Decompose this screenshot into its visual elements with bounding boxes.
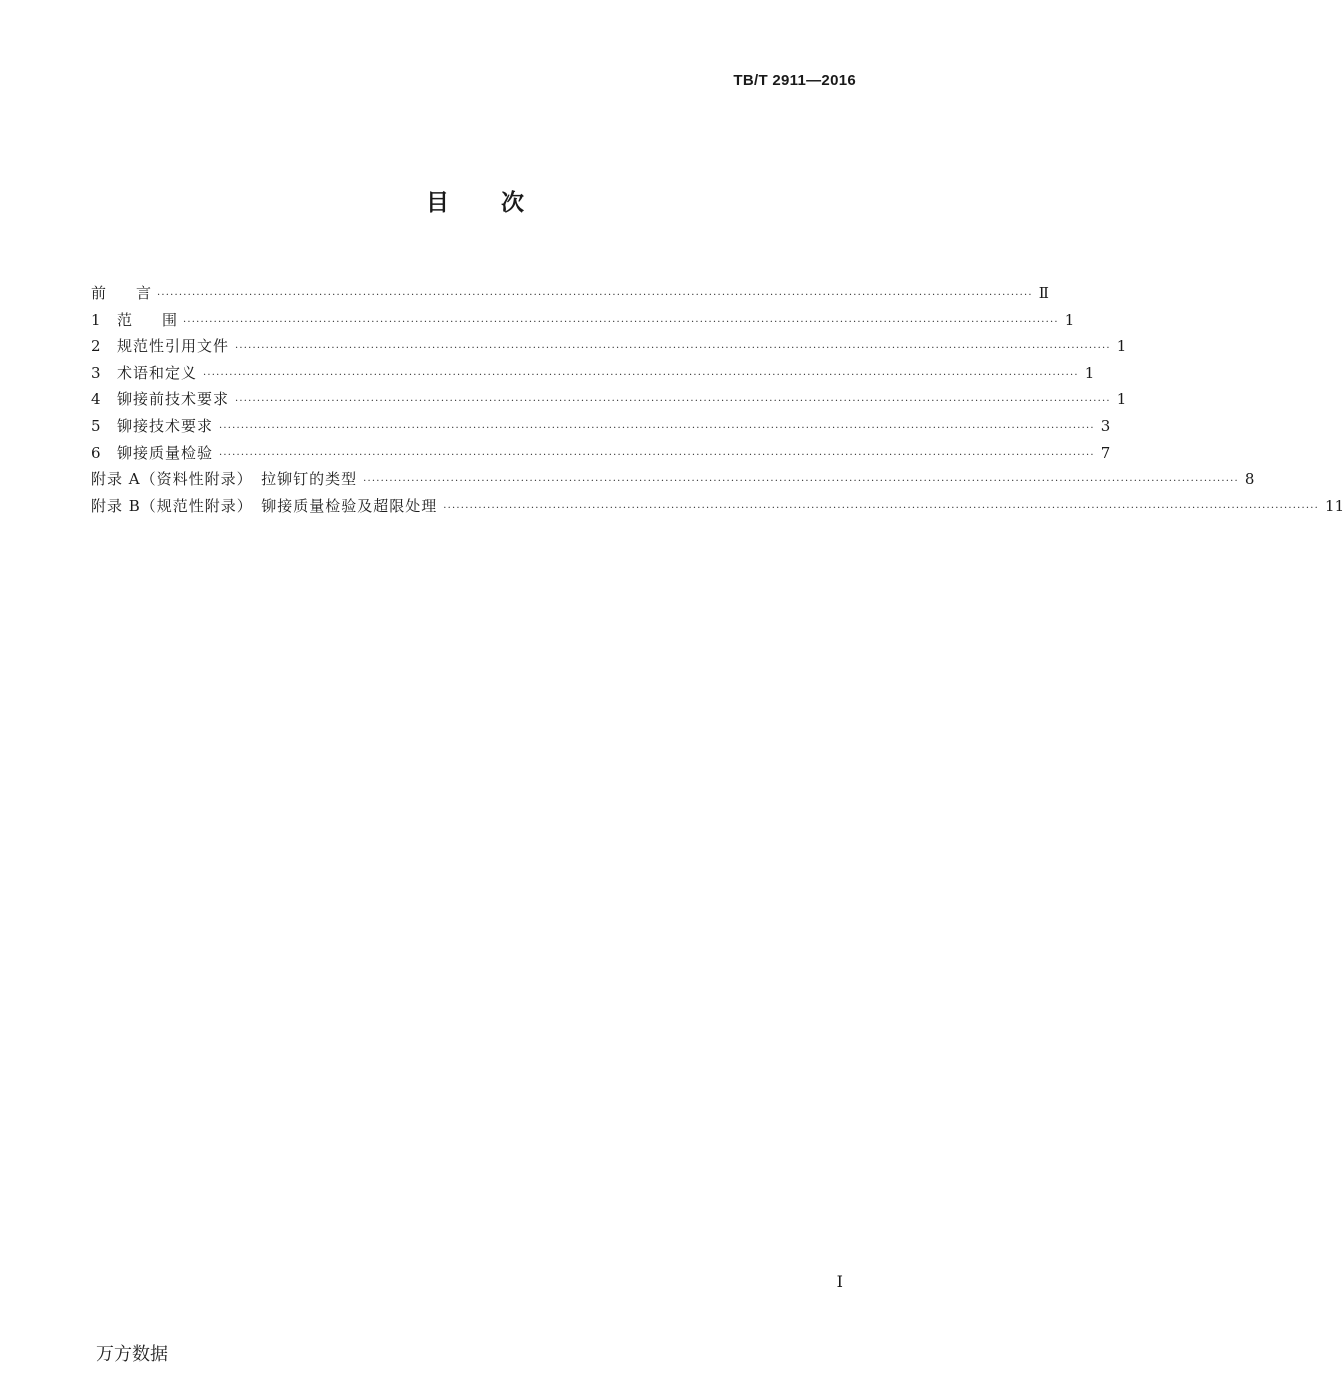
toc-entry-number: 6 — [91, 443, 101, 462]
toc-entry-label: 规范性引用文件 — [117, 337, 230, 356]
toc-entry-terms-definitions[interactable] — [91, 360, 1095, 387]
toc-entry-quality-inspection[interactable] — [91, 440, 1111, 467]
toc-entry-page: Ⅱ — [1038, 284, 1049, 302]
toc-list — [91, 280, 1344, 519]
toc-entry-label: 术语和定义 — [117, 363, 198, 382]
toc-entry-page: 1 — [1116, 390, 1127, 409]
toc-entry-page: 1 — [1064, 310, 1075, 329]
toc-entry-scope[interactable] — [91, 307, 1075, 334]
toc-entry-page: 11 — [1325, 496, 1344, 515]
toc-entry-normative-references[interactable] — [91, 333, 1127, 360]
toc-entry-annex-a[interactable] — [91, 466, 1255, 493]
toc-entry-label: 附录 A（资料性附录） 拉铆钉的类型 — [91, 470, 358, 489]
toc-title-char-1: 目 — [426, 190, 449, 216]
toc-entry-page: 1 — [1116, 337, 1127, 356]
toc-entry-label: 铆接技术要求 — [117, 416, 214, 435]
toc-entry-page: 1 — [1084, 363, 1095, 382]
toc-leader-dots: ········································································································································································································ — [183, 316, 1059, 328]
toc-leader-dots: ········································································································································································································ — [219, 449, 1095, 461]
toc-entry-label: 铆接质量检验 — [117, 443, 214, 462]
toc-leader-dots: ········································································································································································································ — [157, 290, 1033, 301]
standard-number: TB/T 2911—2016 — [733, 72, 856, 89]
toc-leader-dots: ········································································································································································································ — [235, 396, 1111, 408]
toc-entry-preface[interactable] — [91, 280, 1049, 307]
toc-entry-page: 3 — [1100, 416, 1111, 435]
toc-entry-annex-b[interactable] — [91, 493, 1344, 520]
toc-leader-dots: ········································································································································································································ — [235, 343, 1111, 355]
toc-title — [0, 184, 950, 217]
toc-entry-page: 7 — [1100, 443, 1111, 462]
toc-entry-number: 4 — [91, 390, 101, 409]
toc-entry-label: 铆接前技术要求 — [117, 390, 230, 409]
toc-leader-dots: ········································································································································································································ — [443, 502, 1320, 514]
toc-entry-pre-riveting-requirements[interactable] — [91, 386, 1127, 413]
toc-entry-number: 1 — [91, 310, 101, 329]
toc-leader-dots: ········································································································································································································ — [203, 369, 1079, 381]
toc-entry-number: 3 — [91, 363, 101, 382]
toc-entry-riveting-requirements[interactable] — [91, 413, 1111, 440]
toc-entry-number: 5 — [91, 416, 101, 435]
toc-title-char-2: 次 — [501, 190, 524, 216]
toc-entry-number: 2 — [91, 337, 101, 356]
page-number: I — [836, 1272, 843, 1291]
toc-leader-dots: ········································································································································································································ — [363, 476, 1239, 488]
toc-entry-label: 附录 B（规范性附录） 铆接质量检验及超限处理 — [91, 496, 438, 515]
toc-entry-label: 范 围 — [117, 310, 178, 329]
watermark-text: 万方数据 — [96, 1344, 168, 1365]
toc-leader-dots: ········································································································································································································ — [219, 422, 1095, 434]
toc-entry-label: 前 言 — [91, 284, 152, 302]
toc-entry-page: 8 — [1244, 470, 1255, 489]
